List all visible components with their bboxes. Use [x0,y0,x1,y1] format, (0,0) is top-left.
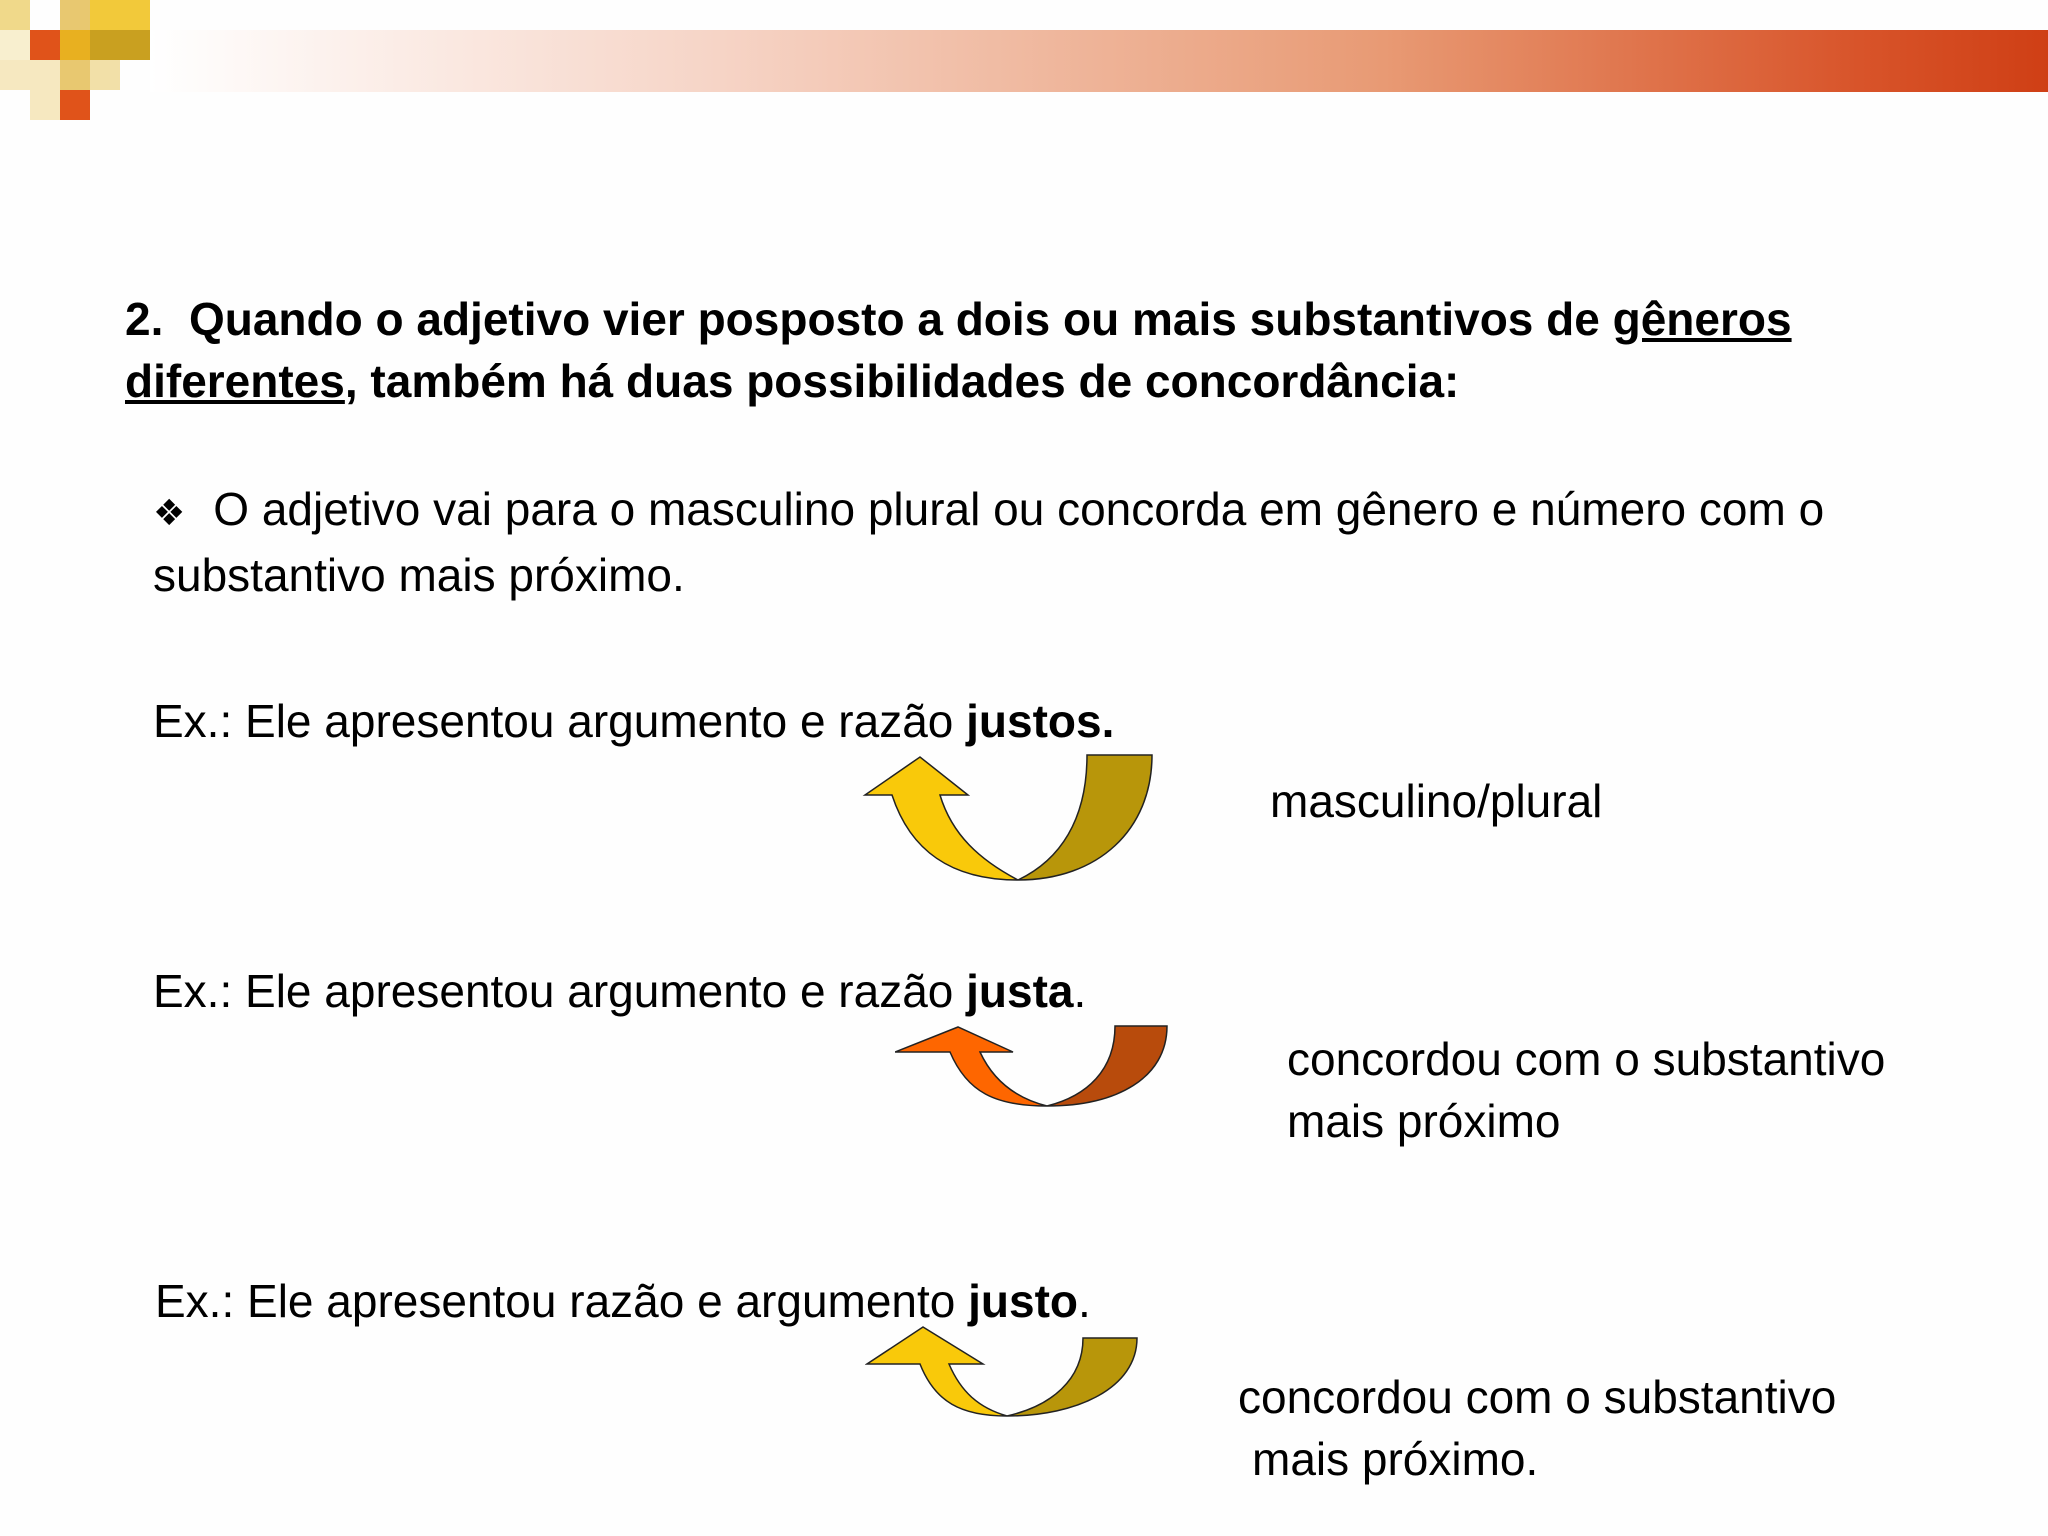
logo-square [0,0,30,30]
note-line: mais próximo [1287,1095,1561,1147]
logo-square [30,30,60,60]
example-sentence-1 [153,690,1114,752]
example-prefix: Ex.: Ele apresentou argumento e razão [153,965,967,1017]
example-adjective: justa [966,965,1074,1017]
note-line: mais próximo. [1252,1433,1539,1485]
example-prefix: Ex.: Ele apresentou argumento e razão [153,695,967,747]
logo-square [90,30,150,60]
example-adjective: justos. [966,695,1115,747]
header-logo-squares [0,0,160,125]
logo-square [0,30,30,60]
curved-arrow-icon [865,1322,1145,1422]
logo-square [60,60,90,90]
arrow-left-half [895,1027,1047,1106]
example-prefix: Ex.: Ele apresentou razão e argumento [155,1275,969,1327]
bullet-item [153,478,2033,606]
logo-square [60,0,90,30]
note-line: concordou com o substantivo [1238,1371,1837,1423]
curved-arrow-icon [830,750,1160,890]
logo-square [60,90,90,120]
arrow-right-half [1007,1338,1137,1416]
logo-square [60,30,90,60]
example-suffix: . [1073,965,1087,1017]
example-sentence-2 [153,960,1086,1022]
heading-underlined-term: gêneros diferentes [125,293,1792,407]
note-2 [1287,1028,1885,1152]
arrow-left-half [867,1327,1007,1416]
bullet-text: O adjetivo vai para o masculino plural ou concorda em gênero e número com o substantivo mais próximo. [153,483,1825,601]
header-band [150,30,2048,92]
logo-square [90,0,150,30]
logo-square [90,60,120,90]
logo-square [30,90,60,120]
heading-number: 2. [125,293,164,345]
arrow-left-half [865,757,1018,880]
note-line: masculino/plural [1270,775,1603,827]
curved-arrow-icon [895,1022,1175,1112]
logo-square [0,60,60,90]
example-suffix: . [1078,1275,1091,1327]
note-1 [1270,770,1602,832]
heading-text-end: , também há duas possibilidades de concordância: [344,355,1460,407]
heading-text: Quando o adjetivo vier posposto a dois ou mais substantivos de [188,293,1600,345]
arrow-right-half [1047,1026,1167,1106]
example-adjective: justo [968,1275,1079,1327]
note-3 [1238,1366,1836,1490]
arrow-right-half [1018,755,1152,880]
slide-heading [125,288,2005,412]
note-line: concordou com o substantivo [1287,1033,1886,1085]
diamond-bullet-icon: ❖ [153,492,186,533]
